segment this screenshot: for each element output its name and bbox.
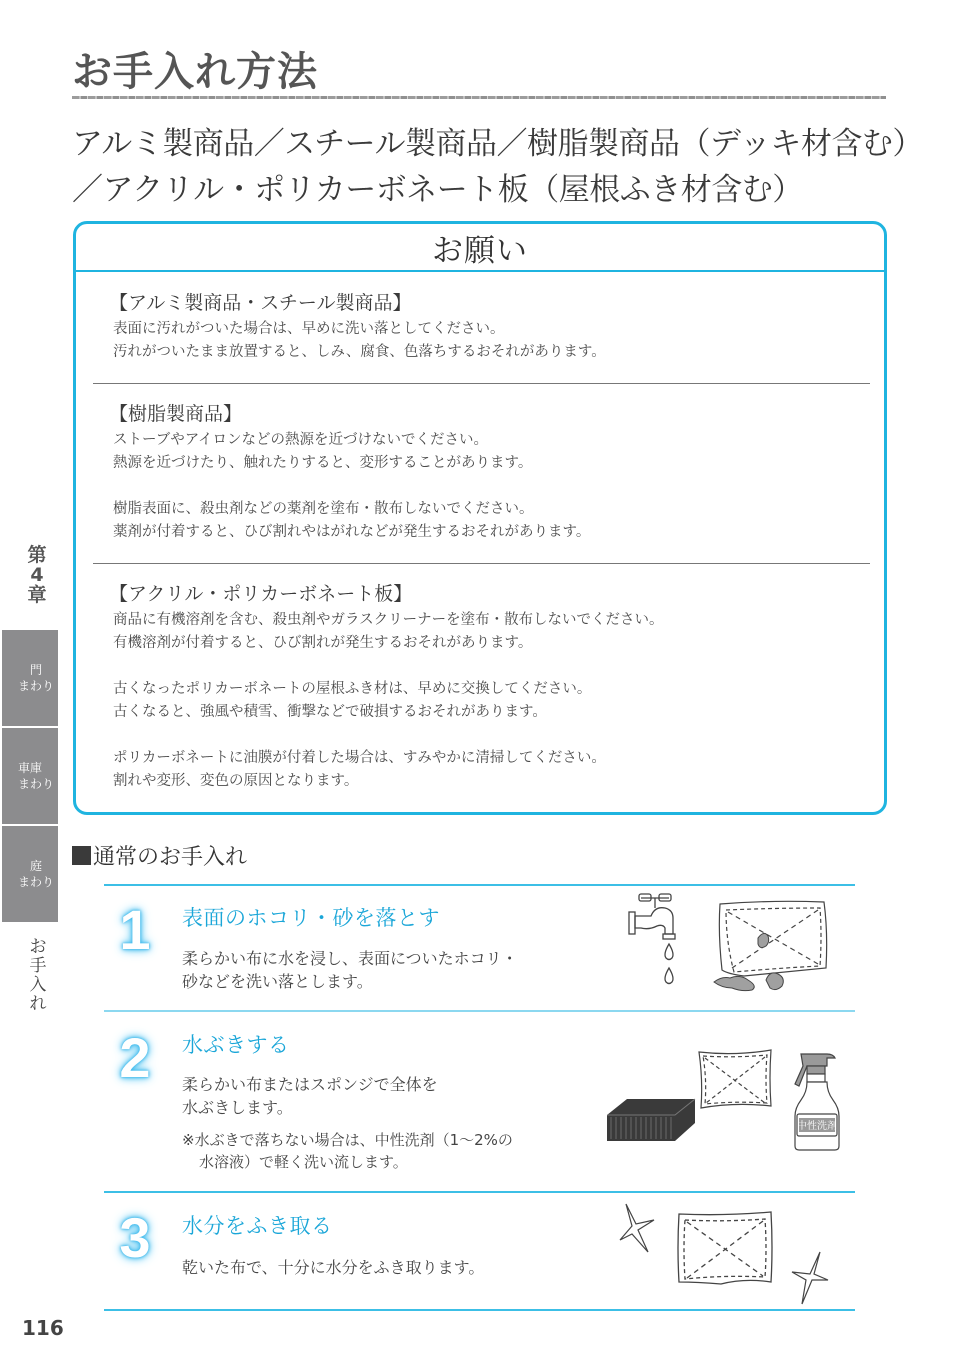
- step-divider: [104, 1309, 855, 1311]
- notice-line: 熱源を近づけたり、触れたりすると、変形することがあります。: [113, 455, 533, 471]
- notice-line: 商品に有機溶剤を含む、殺虫剤やガラスクリーナーを塗布・散布しないでください。: [113, 612, 664, 628]
- step-divider: [104, 1010, 855, 1012]
- notice-paragraph: [113, 747, 871, 793]
- notice-section-acrylic: [93, 579, 871, 793]
- notice-paragraph: [113, 318, 871, 364]
- care-heading: [72, 840, 247, 871]
- chapter-number: 4: [30, 564, 44, 586]
- notice-header: [76, 224, 884, 272]
- sparkle-icon: [618, 1202, 658, 1254]
- side-tab-label: 庭: [29, 859, 42, 873]
- notice-line: ポリカーボネートに油膜が付着した場合は、すみやかに清掃してください。: [113, 750, 606, 766]
- sponge-icon: [605, 1093, 697, 1143]
- cloth-with-dirt-icon: [710, 898, 830, 998]
- notice-paragraph: [113, 609, 871, 655]
- notice-line: 有機溶剤が付着すると、ひび割れが発生するおそれがあります。: [113, 635, 533, 651]
- section-divider: [93, 383, 870, 384]
- sparkle-icon: [790, 1250, 830, 1306]
- step-body-line: 柔らかい布に水を浸し、表面についたホコリ・: [182, 949, 518, 968]
- side-tab-sublabel: まわり: [17, 679, 54, 693]
- side-tab-garden[interactable]: [2, 826, 58, 922]
- notice-line: 薬剤が付着すると、ひび割れやはがれなどが発生するおそれがあります。: [113, 524, 591, 540]
- notice-paragraph: [113, 498, 871, 544]
- notice-section-resin: [93, 399, 871, 544]
- notice-section-heading: 【樹脂製商品】: [109, 403, 243, 425]
- notice-section-metal: [93, 288, 871, 364]
- step-body-line: 砂などを洗い落とします。: [182, 972, 373, 991]
- notice-line: 樹脂表面に、殺虫剤などの薬剤を塗布・散布しないでください。: [113, 501, 534, 517]
- step-body-line: 乾いた布で、十分に水分をふき取ります。: [182, 1258, 485, 1277]
- step-note-line: ※水ぶきで落ちない場合は、中性洗剤（1〜2%の: [182, 1131, 513, 1149]
- step-note-2: [182, 1129, 513, 1173]
- bottle-label: 中性洗剤: [797, 1121, 837, 1132]
- notice-title: お願い: [432, 232, 528, 269]
- page-title: お手入れ方法: [72, 49, 318, 95]
- current-char: 入: [29, 975, 47, 995]
- notice-line: ストーブやアイロンなどの熱源を近づけないでください。: [113, 432, 488, 448]
- step-number-2: 2: [119, 1026, 151, 1089]
- current-char: れ: [29, 994, 47, 1014]
- faucet-icon: [625, 890, 685, 995]
- page-number: 116: [22, 1316, 64, 1340]
- notice-line: 古くなったポリカーボネートの屋根ふき材は、早めに交換してください。: [113, 681, 592, 697]
- notice-paragraph: [113, 429, 871, 475]
- step-number-3: 3: [119, 1206, 151, 1269]
- notice-box: [73, 221, 887, 815]
- step-divider: [104, 1191, 855, 1193]
- side-tab-care-current[interactable]: [26, 938, 50, 1014]
- step-body-line: 水ぶきします。: [182, 1098, 293, 1117]
- step-body-1: [182, 947, 518, 993]
- cloth-icon: [695, 1048, 775, 1113]
- care-heading-text: 通常のお手入れ: [93, 845, 248, 870]
- spray-bottle-icon: [785, 1048, 845, 1153]
- current-char: お: [29, 937, 47, 957]
- side-tab-gate[interactable]: [2, 630, 58, 726]
- chapter-char: 章: [27, 584, 47, 606]
- subtitle-line-2: ／アクリル・ポリカーボネート板（屋根ふき材含む）: [72, 172, 803, 208]
- notice-section-heading: 【アクリル・ポリカーボネート板】: [109, 583, 413, 605]
- chapter-char: 第: [27, 544, 47, 566]
- notice-paragraph: [113, 678, 871, 724]
- notice-line: 割れや変形、変色の原因となります。: [113, 773, 359, 789]
- chapter-label: [22, 545, 52, 605]
- step-divider: [104, 884, 855, 886]
- cloth-icon: [675, 1210, 775, 1288]
- square-bullet-icon: [72, 846, 91, 865]
- current-char: 手: [29, 956, 47, 976]
- notice-line: 古くなると、強風や積雪、衝撃などで破損するおそれがあります。: [113, 704, 547, 720]
- subtitle-line-1: アルミ製商品／スチール製商品／樹脂製商品（デッキ材含む）: [72, 126, 923, 162]
- side-tab-label: 門: [29, 663, 42, 677]
- step-number-1: 1: [119, 898, 151, 961]
- step-body-3: [182, 1256, 484, 1279]
- step-title-3: 水分をふき取る: [182, 1214, 333, 1238]
- step-body-line: 柔らかい布またはスポンジで全体を: [182, 1075, 438, 1094]
- notice-line: 汚れがついたまま放置すると、しみ、腐食、色落ちするおそれがあります。: [113, 344, 606, 360]
- section-divider: [93, 563, 870, 564]
- step-title-1: 表面のホコリ・砂を落とす: [182, 906, 440, 930]
- side-tab-sublabel: まわり: [17, 777, 54, 791]
- step-body-2: [182, 1073, 438, 1119]
- step-note-line: 水溶液）で軽く洗い流します。: [199, 1153, 408, 1171]
- side-tab-garage[interactable]: [2, 728, 58, 824]
- notice-line: 表面に汚れがついた場合は、早めに洗い落としてください。: [113, 321, 505, 337]
- notice-section-heading: 【アルミ製商品・スチール製商品】: [109, 292, 412, 314]
- side-tab-sublabel: まわり: [17, 875, 54, 889]
- side-tab-label: 車庫: [17, 761, 42, 775]
- title-divider: [72, 96, 886, 99]
- step-title-2: 水ぶきする: [182, 1033, 290, 1057]
